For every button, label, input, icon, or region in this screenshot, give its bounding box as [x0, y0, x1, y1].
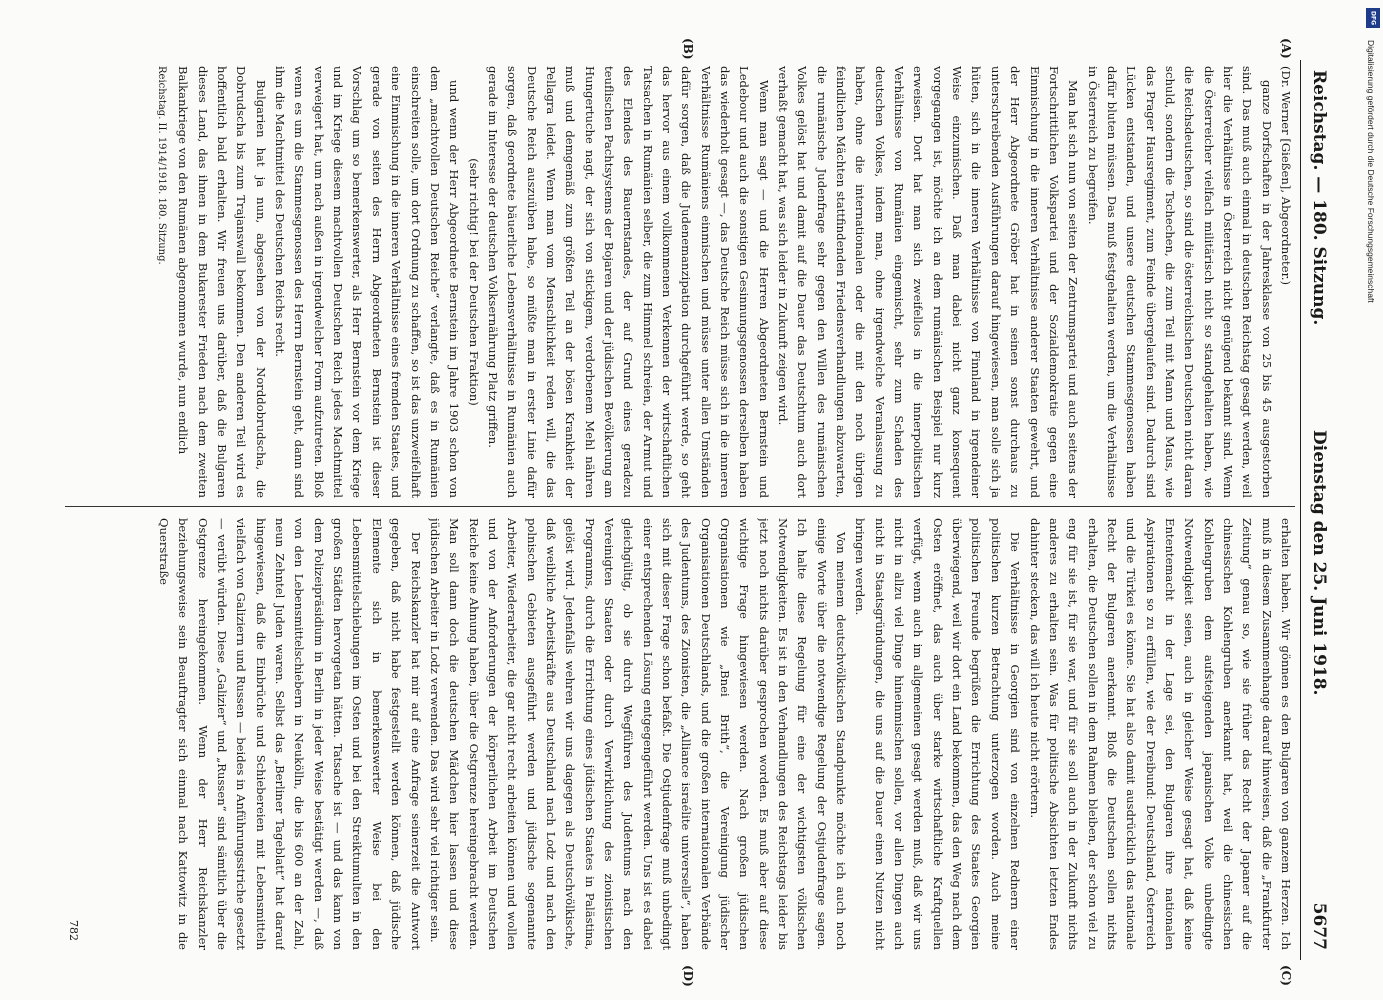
paragraph: Wenn man sagt — und die Herren Abgeordneten Bernstein und Ledebour und auch die sonstigen Gesinnungsgenossen derselben haben das wiederholt gesagt —, das Deutsche Reich müsse sich in die inneren Verhältnisse Rumäniens einmischen und müsse unter allen Umständen dafür sorgen, daß die Judenemanzipation durchgeführt werde, so geht das hervor aus einem vollkommenen Verkennen der wirtschaftlichen Tatsachen in Rumänien selber, die zum Himmel schreien, der Armut und des Elendes des Bauernstandes, der auf Grund eines geradezu teuflischen Pachtsystems der Bojaren und der jüdischen Bevölkerung am Hungertuche nagt, der sich von stickigem, verdorbenem Mehl nähren muß und demgemäß zum größten Teil an der bösen Krankheit der Pellagra leidet. Wenn man vom Menschlichkeit reden will, die das Deutsche Reich auszuüben habe, so müßte man in erster Linie dafür sorgen, daß geordnete bäuerliche Lebensverhältnisse in Rumänien auch gerade im Interesse der deutschen Volksernährung Platz griffen. [485, 66, 771, 498]
page-number: 5677 [1309, 902, 1329, 950]
header-date: Dienstag den 25. Juni 1918. [1309, 430, 1329, 696]
margin-mark-c: (C) [1279, 965, 1293, 986]
paragraph: Die Verhältnisse in Georgien sind von einzelnen Rednern einer politischen kurzen Betrachtung unterzogen worden. Auch meine politischen Freunde begrüßen die Errichtung des Staates Georgien überwiegend, weil wir dort ein Land bekommen, das den Weg nach dem Osten eröffnet, das auch über starke wirtschaftliche Kraftquellen verfügt, wenn auch im allgemeinen gesagt werden muß, daß wir uns nicht in allzu viel Dinge hineinmischen sollen, vor allen Dingen auch nicht in Staatsgründungen, die uns auf die Dauer einen Nutzen nicht bringen werden. [853, 518, 1023, 950]
margin-mark-d: (D) [681, 965, 695, 987]
paragraph: ganze Dorfschaften in der Jahresklasse von 25 bis 45 ausgestorben sind. Das muß auch einmal in deutschen Reichstag gesagt werden, weil hier die Verhältnisse in Österreich nicht genügend bekannt sind. Wenn die Österreicher vielfach militärisch nicht so standgehalten haben, wie die Reichsdeutschen, so sind die österreichischen Deutschen nicht daran schuld, sondern die Tschechen, die zum Teil mit Mann und Maus, wie das Prager Hausregiment, zum Feinde übergelaufen sind. Dadurch sind Lücken entstanden, und unsere deutschen Stammesgenossen haben dafür bluten müssen. Das muß festgehalten werden, um die Verhältnisse in Österreich zu begreifen. [1085, 66, 1274, 498]
dfg-logo: DFG [1366, 8, 1380, 28]
header-left: Reichstag. — 180. Sitzung. [1309, 70, 1329, 326]
margin-mark-b: (B) [681, 38, 695, 60]
left-column [65, 66, 1295, 498]
speaker-line: (Dr. Werner [Gießen], Abgeordneter.) [1279, 66, 1293, 286]
running-header [1300, 60, 1335, 960]
paragraph: Man hat sich nun von seiten der Zentrumspartei und auch seitens der Fortschrittlichen Volkspartei und der Sozialdemokratie gegen eine Einmischung in die inneren Verhältnisse anderer Staaten gewehrt, und der Herr Abgeordnete Gröber hat in seinen sonst durchaus zu unterschreibenden Ausführungen darauf hingewiesen, man solle sich ja hüten, sich in die inneren Verhältnisse von Finnland in irgendeiner Weise einzumischen. Daß man dabei nicht ganz konsequent vorgegangen ist, möchte ich an dem rumänischen Beispiel nur kurz erweisen. Dort hat man sich zweifellos in die innerpolitischen Verhältnisse von Rumänien eingemischt, sehr zum Schaden des deutschen Volkes, indem man, ohne irgendwelche Veranlassung zu haben, ohne die internationalen oder die mit den noch übrigen feindlichen Mächten stattfindenden Friedensverhandlungen abzuwarten, die rumänische Judenfrage sehr gegen den Willen des rumänischen Volkes gelöst hat und damit auf die Dauer das Deutschtum auch dort verhaßt gemacht hat, was sich leider in Zukunft zeigen wird. [776, 66, 1081, 498]
paragraph: erhalten haben. Wir gönnen es den Bulgaren von ganzem Herzen. Ich muß in diesem Zusammenhange darauf hinweisen, daß die „Frankfurter Zeitung“ genau so, wie sie früher das Recht der Japaner auf die chinesischen Kohlengruben anerkannt hat, weil die chinesischen Kohlengruben dem aufsteigenden japanischen Volke unbedingte Notwendigkeit seien, auch in gleicher Weise gesagt hat, daß keine Ententemacht in der Lage sei, den Bulgaren ihre nationalen Aspirationen so zu erfüllen, wie der Dreibund: Deutschland, Österreich und die Türkei es könne. Sie hat also damit ausdrücklich das nationale Recht der Bulgaren anerkannt. Bloß die Deutschen sollen nichts erhalten, die Deutschen sollen in dem Rahmen bleiben, der schon viel zu eng für sie ist, für sie war, und für sie soll auch in der Zukunft nichts anderes zu erhalten sein. Was für politische Absichten letzten Endes dahinter stecken, das will ich heute nicht erörtern. [1027, 518, 1293, 950]
rotated-page-content [50, 38, 1335, 987]
paragraph: Der Reichskanzler hat mir auf eine Anfrage seinerzeit die Antwort gegeben, daß nicht habe festgestellt werden können, daß jüdische Elemente sich in bemerkenswerter Weise bei den Lebensmittelschiebungen im Osten und bei den Streiktumulten in den großen Städten hervorgetan hätten. Tatsache ist — und das kann von dem Polizeipräsidium in Berlin in jeder Weise bestätigt werden —, daß von den Lebensmittelschiebern in Neukölln, die bis 600 an der Zahl, neun Zehntel Juden waren. Selbst das „Berliner Tageblatt“ hat darauf hingewiesen, daß die Einbrüche und Schiebereien mit Lebensmitteln vielfach von Galiziern und Russen — beides in Anführungsstriche gesetzt — verübt würden. Diese „Galizier“ und „Russen“ sind sämtlich über die Ostgrenze hereingekommen. Wenn der Herr Reichskanzler beziehungsweise sein Beauftragter sich einmal nach Kattowitz in die Querstraße [157, 518, 423, 950]
footer-left: Reichstag. II. 1914/1918. 180. Sitzung. [156, 66, 168, 265]
digitization-note: Digitalisierung gefördert durch die Deutsche Forschungsgemeinschaft [1366, 40, 1376, 303]
column-rule [65, 506, 1295, 507]
interjection: (sehr richtig! bei der Deutschen Fraktion) [466, 158, 481, 406]
signature-number: 782 [67, 920, 80, 941]
margin-mark-a: (A) [1279, 38, 1293, 59]
paragraph: und wenn der Herr Abgeordnete Bernstein im Jahre 1903 schon von dem „machtvollen Deutschen Reiche“ verlangte, daß es in Rumänien einschreiten solle, um dort Ordnung zu schaffen, so ist das unzweifelhaft eine Einmischung in die inneren Verhältnisse eines fremden Staates, und gerade von seiten des Herrn Abgeordneten Bernstein ist dieser Vorschlag um so bemerkenswerter, als Herr Bernstein vor dem Kriege und im Kriege diesem machtvollen Deutschen Reich jedes Machtmittel verweigert hat, um nach außen in irgendwelcher Form aufzutreten. Bloß wenn es um die Stammesgenossen des Herrn Bernstein geht, dann sind ihm die Machtmittel des Deutschen Reichs recht. [273, 66, 462, 498]
right-column [65, 518, 1295, 950]
paragraph: Bulgarien hat ja nun, abgesehen von der Norddobrudscha, die Dobrudscha bis zum Trajanswall bekommen. Den anderen Teil wird es hoffentlich bald erhalten. Wir freuen uns darüber, daß die Bulgaren dieses Land, das ihnen in dem Bukarester Frieden nach dem zweiten Balkankriege von den Rumänen abgenommen wurde, nun endlich [176, 66, 268, 498]
paragraph: Von meinem deutschvölkischen Standpunkte möchte ich auch noch einige Worte über die notwendige Regelung der Ostjudenfrage sagen. Ich halte diese Regelung für eine der wichtigsten völkischen Notwendigkeiten. Es ist in den Verhandlungen des Reichstags leider bis jetzt noch nichts darüber gesprochen worden. Es muß aber auf diese wichtige Frage hingewiesen werden. Nach großen jüdischen Organisationen wie „Bnei Brith“, die Vereinigung jüdischer Organisationen Deutschlands, und die großen internationalen Verbände des Judentums, des Zionisten, die „Alliance israélite universelle“, haben sich mit dieser Frage schon befaßt. Die Ostjudenfrage muß unbedingt einer entsprechenden Lösung entgegengeführt werden. Uns ist es dabei gleichgültig, ob sie durch Wegführen des Judentums nach den Vereinigten Staaten oder durch Verwirklichung des zionistischen Programms, durch die Errichtung eines jüdischen Staates in Palästina, gelöst wird. Jedenfalls wehren wir uns dagegen als Deutschvölkische, daß weibliche Arbeitskräfte aus Deutschland nach Lodz und nach den polnischen Gebieten ausgeführt werden und jüdische sogenannte Arbeiter, Wiederarbeiter, die gar nicht recht arbeiten können und wollen und von der Anforderungen der körperlichen Arbeit im Deutschen Reiche keine Ahnung haben, über die Ostgrenze hereingebracht werden. Man soll dann doch die deutschen Mädchen hier lassen und diese jüdischen Arbeiter in Lodz verwenden. Das wird sehr viel richtiger sein. [427, 518, 849, 950]
